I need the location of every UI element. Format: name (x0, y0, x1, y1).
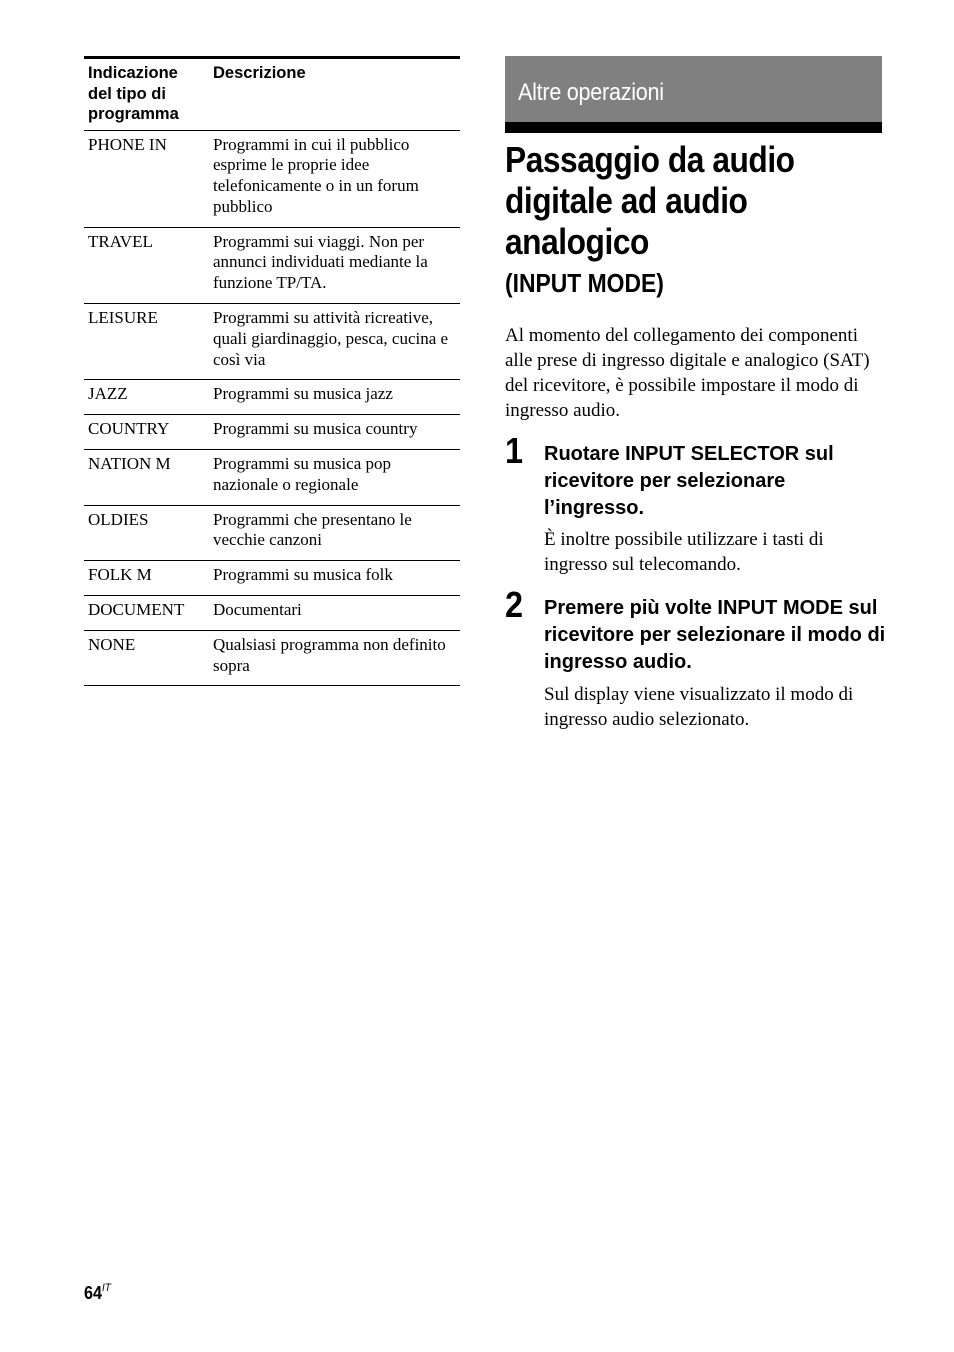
programme-type: JAZZ (88, 384, 128, 404)
step-title: Ruotare INPUT SELECTOR sul ricevitore per selezionare l’ingresso. (544, 443, 834, 519)
step-description: Sul display viene visualizzato il modo di ingresso audio selezionato. (544, 684, 854, 730)
table-row (84, 561, 460, 596)
programme-type: COUNTRY (88, 419, 170, 439)
step-number: 2 (505, 584, 524, 625)
programme-type: OLDIES (88, 509, 149, 529)
programme-type: FOLK M (88, 565, 152, 585)
programme-description: Programmi su musica country (213, 419, 418, 439)
programme-description: Programmi su attività ricreative, quali giardinaggio, pesca, cucina e così via (213, 308, 449, 369)
page-title: Passaggio da audio digitale ad audio analogico (505, 139, 795, 262)
programme-type-table (84, 56, 460, 686)
table-row (84, 506, 460, 562)
programme-description: Programmi in cui il pubblico esprime le proprie idee telefonicamente o in un forum pubblico (213, 134, 419, 216)
table-row (84, 450, 460, 506)
step-description: È inoltre possibile utilizzare i tasti di ingresso sul telecomando. (544, 529, 824, 575)
section-title: Altre operazioni (518, 79, 664, 106)
page-language-suffix: IT (102, 1282, 111, 1294)
table-row (84, 228, 460, 304)
programme-description: Documentari (213, 600, 302, 620)
programme-type: NATION M (88, 454, 171, 474)
programme-type: NONE (88, 634, 136, 654)
step-title: Premere più volte INPUT MODE sul ricevitore per selezionare il modo di ingresso audio. (544, 597, 886, 673)
programme-description: Programmi sui viaggi. Non per annunci individuati mediante la funzione TP/TA. (213, 231, 428, 293)
programme-description: Qualsiasi programma non definito sopra (213, 634, 446, 675)
page-number: $64^{IT}$ (84, 1282, 111, 1303)
page-subtitle: (INPUT MODE) (505, 268, 664, 298)
section-banner (505, 56, 882, 133)
table-row (84, 380, 460, 415)
programme-description: Programmi che presentano le vecchie canzoni (213, 509, 412, 550)
programme-type: LEISURE (88, 308, 158, 328)
programme-description: Programmi su musica folk (213, 565, 393, 585)
programme-description: Programmi su musica pop nazionale o regionale (213, 454, 392, 494)
table-row (84, 304, 460, 380)
table-header-type: Indicazione del tipo di programma (88, 64, 179, 123)
table-header-description: Descrizione (213, 64, 306, 82)
step-number: 1 (505, 430, 524, 471)
programme-type: TRAVEL (88, 231, 153, 251)
table-row (84, 415, 460, 450)
programme-description: Programmi su musica jazz (213, 384, 393, 404)
intro-paragraph: Al momento del collegamento dei componenti alle prese di ingresso digitale e analogico (SAT) del ricevitore, è possibile impostare il modo di ingresso audio. (505, 325, 870, 421)
table-row (84, 596, 460, 631)
programme-type: DOCUMENT (88, 600, 185, 620)
table-row (84, 631, 460, 687)
table-row (84, 131, 460, 228)
programme-type: PHONE IN (88, 134, 167, 154)
table-header-row (84, 59, 460, 131)
